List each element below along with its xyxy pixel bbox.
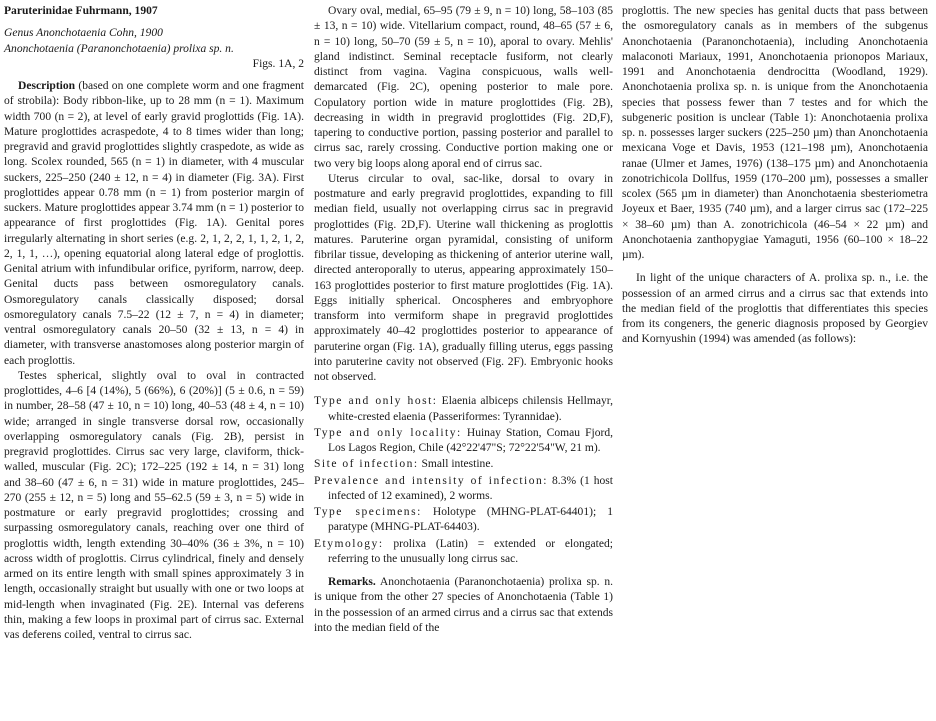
- remarks-continuation: proglottis. The new species has genital ducts that pass between the osmoregulatory canals as in members of the subgenus Anonchotaenia (Paranonchotaenia), including Anonchotaenia malaconoti Mariaux, 1991, Anonchotaenia prionopos Mariaux, 1991 and Anonchotaenia dendrocitta (Woodland, 1929). Anonchotaenia prolixa sp. n. is unique from the Anonchotaenia species that possess fewer than 7 testes and for which the subgeneric position is unclear (Table 1): Anonchotaenia prolixa sp. n. possesses larger suckers (225–250 µm) than Anonchotaenia mexicana Voge et Davis, 1953 (121–198 µm), Anonchotaenia ranae (Ulmer et James, 1976) (138–175 µm) and Anonchotaenia zonotrichicola Dollfus, 1959 (170–200 µm), possesses a smaller scolex (565 µm in diameter) than Anonchotaenia sbesteriometra Joyeux et Baer, 1935 (740 µm), and a larger cirrus sac (172–225 × 38–60 µm) than A. zonotrichicola (46–54 × 22 µm) and Anonchotaenia zanthopygiae Yamaguti, 1956 (60–100 × 18–22 µm).: [622, 5, 928, 261]
- ovary-paragraph: Ovary oval, medial, 65–95 (79 ± 9, n = 10) long, 58–103 (85 ± 13, n = 10) wide. Vitellarium compact, round, 48–65 (57 ± 6, n = 10) long, 50–70 (59 ± 5, n = 10), aporal to ovary. Mehlis' gland indistinct. Seminal receptacle fusiform, not clearly distinct from vagina. Vagina conspicuous, walls well-demarcated (Fig. 2C), opening posterior to male pore. Copulatory portion wide in mature proglottides (Fig. 2B), decreasing in width in pregravid proglottides (Fig. 2D,F), tapering to conductive portion, passing posterior and parallel to cirrus sac, rarely crossing. Conductive portion making one or two very big loops along aporal end of cirrus sac.: [314, 5, 613, 170]
- type-host-text: Elaenia albiceps chilensis Hellmayr, white-crested elaenia (Passeriformes: Tyrannidae).: [328, 395, 613, 423]
- specimens-text: Holotype (MHNG-PLAT-64401); 1 paratype (MHNG-PLAT-64403).: [328, 506, 613, 534]
- site-of-infection: [314, 457, 613, 472]
- column-middle: [314, 4, 613, 636]
- type-host: [314, 394, 613, 425]
- species-heading: Anonchotaenia (Paranonchotaenia) prolixa sp. n.: [4, 42, 234, 55]
- diagnosis-intro: In light of the unique characters of A. prolixa sp. n., i.e. the possession of an armed cirrus and a cirrus sac that extends into the median field of the proglottis that differentiates this species from its congeners, the generic diagnosis proposed by Georgiev and Kornyushin (1994) was amended (as follows):: [622, 272, 928, 346]
- uterus-paragraph: Uterus circular to oval, sac-like, dorsal to ovary in postmature and early pregravid proglottides, expanding to fill median field, usually not overlapping cirrus sac in pregravid proglottides (Fig. 2D,F). Uterine wall thickening as proglottis matures. Paruterine organ pyramidal, consisting of uniform fibrilar tissue, developing as thickening of anterior uterine wall, directed anteroporally to uterus, appearing approximately 150–163 proglottides posterior to first mature proglottides (Fig. 1A). Eggs initially spherical. Oncospheres and embryophore transform into vermiform shape in pregravid proglottides approximately 40–42 proglottides posterior to appearance of paruterine organ (Fig. 1A), gradually filling uterus, eggs passing into paruterine cavity not observed (Fig. 2F). Embryonic hooks not observed.: [314, 172, 613, 383]
- remarks-text: Anonchotaenia (Paranonchotaenia) prolixa sp. n. is unique from the other 27 species of Anonchotaenia (Table 1) in the possession of an armed cirrus and a cirrus sac that extends into the median field of the: [314, 576, 613, 634]
- description-text: (based on one complete worm and one fragment of strobila): Body ribbon-like, up to 28 mm (n = 1). Maximum width 700 (n = 2), at level of early gravid proglottids (Fig. 1A). Mature proglottides acraspedote, 4 to 8 times wider than long; pregravid and gravid proglottides slightly craspedote, as wide as long. Scolex rounded, 565 (n = 1) in diameter, with 4 muscular suckers, 225–250 (240 ± 12, n = 4) in diameter (Fig. 3A). First proglottides appear 0.78 mm (n = 1) from posterior margin of suckers. Mature proglottides appear 3.74 mm (n = 1) posterior to appearance of first proglottides (Fig. 1A). Genital pores irregularly alternating in short series (e.g. 2, 1, 2, 2, 1, 1, 2, 1, 2, 2, 1, 1, …), opening equatorial along lateral edge of proglottis. Genital atrium with infundibular orifice, pyriform, narrow, deep. Genital ducts pass between osmoregulatory canals. Osmoregulatory canals classically disposed; dorsal osmoregulatory canals 7.5–22 (12 ± 7, n = 4) in diameter; ventral osmoregulatory canals 20–50 (32 ± 13, n = 4) in diameter, with transverse anastomoses along posterior margin of each proglottis.: [4, 80, 305, 367]
- column-right: [622, 4, 928, 348]
- etymology-label: Etymology:: [314, 537, 384, 550]
- type-specimens: [314, 505, 613, 536]
- etymology: [314, 537, 613, 568]
- site-text: Small intestine.: [421, 458, 494, 471]
- family-heading: Paruterinidae Fuhrmann, 1907: [4, 5, 158, 17]
- remarks-paragraph: [314, 575, 613, 636]
- type-locality: [314, 426, 613, 457]
- testes-paragraph: Testes spherical, slightly oval to oval in contracted proglottides, 4–6 [4 (14%), 5 (66%), 6 (20%)] (5 ± 0.6, n = 59) in number, 28–58 (47 ± 10, n = 10) long, 40–53 (48 ± 4, n = 10) wide; arranged in single transverse dorsal row, occasionally overlapping osmoregulatory canals (Fig. 2B), persist in pregravid proglottides. Cirrus sac very large, claviform, thick-walled, muscular (Fig. 2C); 172–225 (192 ± 14, n = 31) long and 38–60 (47 ± 6, n = 31) wide in mature proglottides, 245–270 (255 ± 12, n = 5) long and 55–62.5 (59 ± 3, n = 5) wide in postmature or early pregravid proglottides; crossing and surpassing osmoregulatory canals, reaching over one third of proglottis width, length extending 30–40% (36 ± 3%, n = 10) across width of proglottis. Cirrus cylindrical, finely and densely armed on its entire length with small spines approximately 3 in length, occasionally straight but usually with one or two loops at mid-length when invaginated (Fig. 2E). Internal vas deferens thin, making a few loops in proximal part of cirrus sac. External vas deferens coiled, ventral to cirrus sac.: [4, 369, 304, 641]
- type-locality-label: Type and only locality:: [314, 426, 462, 439]
- figure-reference: Figs. 1A, 2: [252, 57, 304, 70]
- site-label: Site of infection:: [314, 458, 419, 471]
- etymology-text: prolixa (Latin) = extended or elongated; referring to the unusually long cirrus sac.: [328, 537, 614, 565]
- type-locality-text: Huinay Station, Comau Fjord, Los Lagos Region, Chile (42°22'47"S; 72°22'54"W, 21 m).: [328, 426, 614, 454]
- prevalence-label: Prevalence and intensity of infection:: [314, 474, 549, 487]
- prevalence-text: 8.3% (1 host infected of 12 examined), 2 worms.: [328, 474, 613, 502]
- specimens-label: Type specimens:: [314, 506, 422, 518]
- remarks-label: Remarks.: [328, 576, 376, 588]
- prevalence: [314, 474, 613, 505]
- genus-heading: Genus Anonchotaenia Cohn, 1900: [4, 27, 163, 40]
- description-label: Description: [18, 80, 76, 92]
- description-paragraph: [4, 79, 304, 369]
- type-host-label: Type and only host:: [314, 395, 438, 408]
- column-left: [4, 4, 304, 643]
